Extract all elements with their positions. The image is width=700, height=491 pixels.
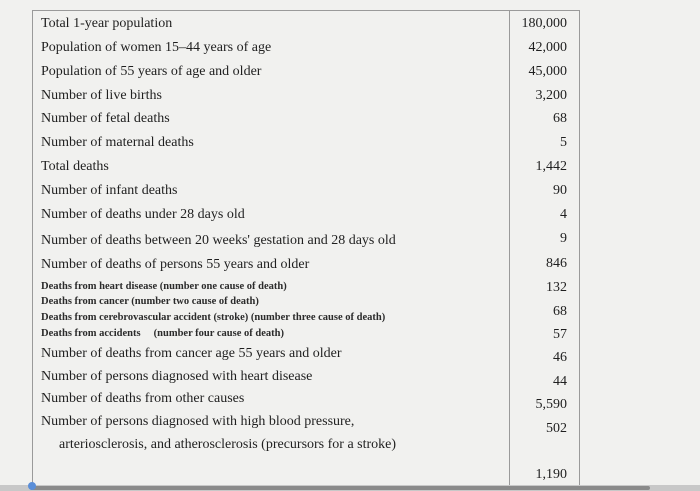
row-value: 68 <box>553 304 567 319</box>
column-divider <box>509 11 510 485</box>
row-value: 5 <box>560 135 567 150</box>
row-label-small: Deaths from accidents (number four cause of death) <box>41 328 284 339</box>
statistics-table <box>32 10 580 486</box>
row-value: 90 <box>553 183 567 198</box>
row-label: Number of deaths between 20 weeks' gestation and 28 days old <box>41 233 396 248</box>
row-label: Number of deaths from cancer age 55 years and older <box>41 346 342 361</box>
row-label: Number of infant deaths <box>41 183 178 198</box>
row-label: Number of live births <box>41 88 162 103</box>
row-value: 44 <box>553 374 567 389</box>
row-label: Total 1-year population <box>41 16 173 31</box>
row-label: Number of fetal deaths <box>41 111 170 126</box>
row-value: 5,590 <box>535 397 567 412</box>
row-value: 4 <box>560 207 567 222</box>
row-value: 1,190 <box>535 467 567 482</box>
row-value: 42,000 <box>528 40 567 55</box>
row-value: 68 <box>553 111 567 126</box>
row-label: Number of deaths of persons 55 years and older <box>41 257 310 272</box>
row-value: 57 <box>553 327 567 342</box>
row-label: arteriosclerosis, and atherosclerosis (precursors for a stroke) <box>59 437 397 452</box>
row-label: Population of 55 years of age and older <box>41 64 262 79</box>
row-value: 9 <box>560 231 567 246</box>
row-value: 502 <box>546 421 567 436</box>
row-value: 45,000 <box>528 64 567 79</box>
row-label-small: Deaths from heart disease (number one cause of death) <box>41 281 287 292</box>
row-label: Number of deaths from other causes <box>41 391 245 406</box>
row-label: Number of persons diagnosed with high blood pressure, <box>41 414 355 429</box>
horizontal-scrollbar[interactable] <box>0 485 700 491</box>
row-value: 3,200 <box>535 88 567 103</box>
row-label-small: Deaths from cancer (number two cause of death) <box>41 296 259 307</box>
row-value: 1,442 <box>535 159 567 174</box>
row-label: Total deaths <box>41 159 109 174</box>
app-dot-icon <box>28 482 36 490</box>
row-label: Number of deaths under 28 days old <box>41 207 245 222</box>
row-value: 846 <box>546 256 567 271</box>
row-label-small: Deaths from cerebrovascular accident (stroke) (number three cause of death) <box>41 312 386 323</box>
scrollbar-thumb[interactable] <box>30 486 650 490</box>
row-label: Population of women 15–44 years of age <box>41 40 272 55</box>
row-value: 180,000 <box>521 16 567 31</box>
row-value: 46 <box>553 350 567 365</box>
row-value: 132 <box>546 280 567 295</box>
row-label: Number of persons diagnosed with heart disease <box>41 369 313 384</box>
row-label: Number of maternal deaths <box>41 135 194 150</box>
